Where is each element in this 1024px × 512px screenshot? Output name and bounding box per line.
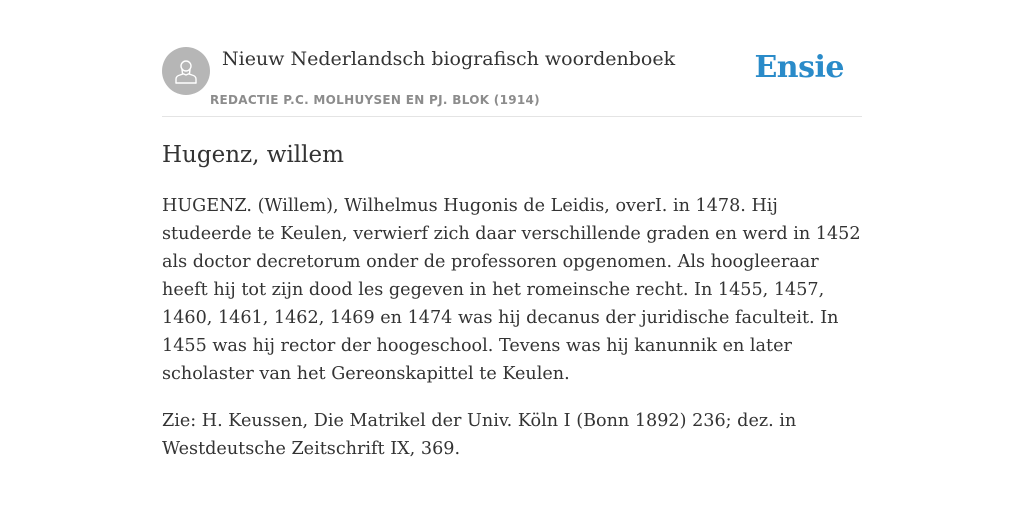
avatar[interactable] (162, 47, 210, 95)
source-header (162, 44, 862, 117)
brand-logo[interactable]: Ensie (754, 50, 844, 85)
book-title-link[interactable]: Nieuw Nederlandsch biografisch woordenboek (222, 48, 676, 70)
entry-reference: Zie: H. Keussen, Die Matrikel der Univ. Köln I (Bonn 1892) 236; dez. in Westdeutsche Zeitschrift IX, 369. (162, 411, 797, 459)
user-icon (174, 58, 198, 84)
entry-content (162, 192, 862, 482)
entry-paragraph: HUGENZ. (Willem), Wilhelmus Hugonis de Leidis, overI. in 1478. Hij studeerde te Keulen, verwierf zich daar verschillende graden en werd in 1452 als doctor decretorum onder de professoren opgenomen. Als hoogleeraar heeft hij tot zijn dood les gegeven in het romeinsche recht. In 1455, 1457, 1460, 1461, 1462, 1469 en 1474 was hij decanus der juridische faculteit. In 1455 was hij rector der hoogeschool. Tevens was hij kanunnik en later scholaster van het Gereonskapittel te Keulen. (162, 196, 861, 384)
book-editors: REDACTIE P.C. MOLHUYSEN EN PJ. BLOK (1914) (210, 93, 540, 107)
entry-title: Hugenz, willem (162, 142, 344, 168)
